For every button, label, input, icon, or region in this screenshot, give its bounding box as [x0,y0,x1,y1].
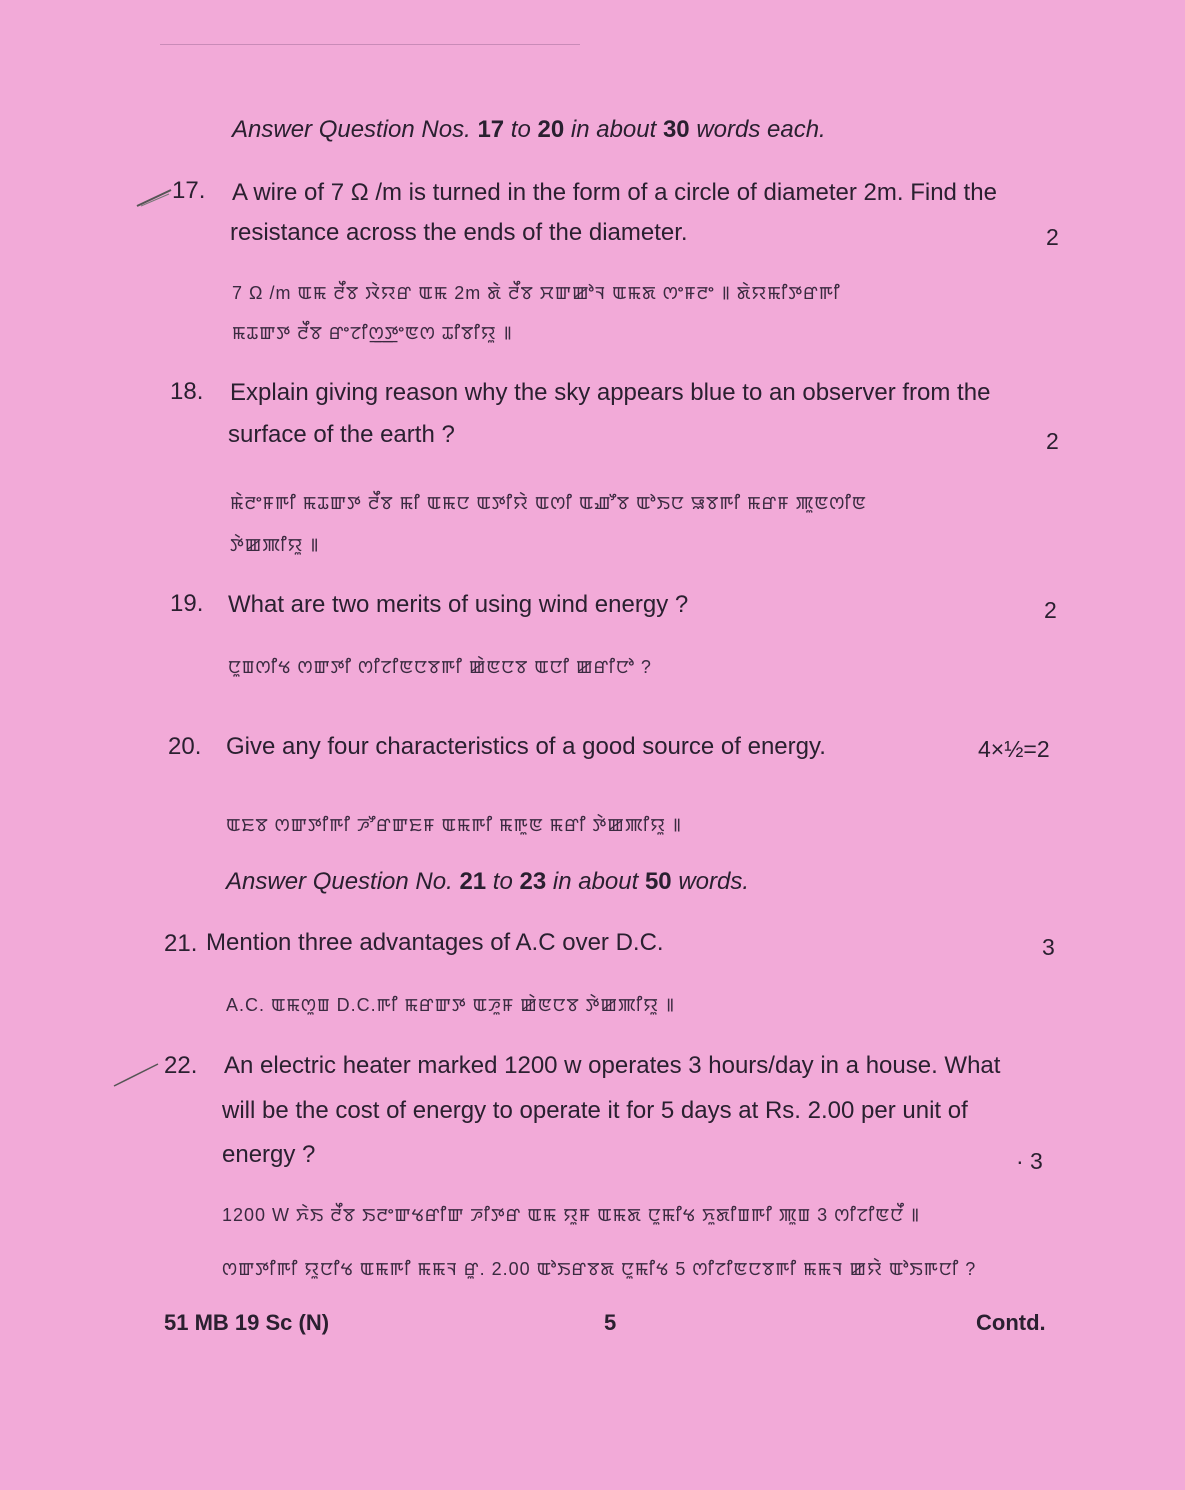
manipuri-translation: ꯃꯥꯂꯦꯝꯒꯤ ꯃꯊꯛꯇ ꯂꯩꯕ ꯃꯤ ꯑꯃꯅ ꯑꯇꯤꯌꯥ ꯑꯁꯤ ꯑꯉꯧꯕ ꯑꯣꯏꯅ ꯎꯕꯒꯤ ꯃꯔꯝ ꯄꯨꯟꯁꯤꯟ [230,493,867,513]
marks-label: 2 [1044,597,1057,623]
section-instruction-17-20: Answer Question Nos. 17 to 20 in about 30 words each. [232,116,826,143]
question-text: will be the cost of energy to operate it for 5 days at Rs. 2.00 per unit of [222,1097,968,1124]
marks-label: · 3 [1016,1148,1043,1174]
question-number: 21. [164,930,198,957]
question-text: surface of the earth ? [228,421,455,448]
manipuri-translation: A.C. ꯑꯃꯁꯨꯡ D.C.ꯒꯤ ꯃꯔꯛꯇ ꯑꯍꯨꯝ ꯀꯥꯟꯅꯕ ꯇꯥꯀꯄꯤꯌꯨ ꯫ [226,995,676,1015]
question-number: 18. [170,378,204,405]
question-text: Mention three advantages of A.C over D.C. [206,929,664,956]
question-number: 20. [168,733,202,760]
question-text: Explain giving reason why the sky appears blue to an observer from the [230,379,991,406]
top-divider [160,44,580,45]
pencil-mark-icon [112,1060,162,1090]
marks-label: 2 [1046,428,1059,454]
page-number: 5 [604,1310,617,1335]
question-text: A wire of 7 Ω /m is turned in the form of a circle of diameter 2m. Find the [232,179,997,206]
marks-label: 3 [1042,934,1055,960]
marks-label: 4×½=2 [978,736,1050,762]
question-text: energy ? [222,1141,316,1168]
manipuri-translation: ꯇꯥꯀꯄꯤꯌꯨ ꯫ [230,535,320,555]
continued-label: Contd. [976,1310,1046,1335]
manipuri-translation: 1200 W ꯈꯥꯏ ꯂꯩꯕ ꯏꯂꯦꯛꯠꯔꯤꯛ ꯍꯤꯇꯔ ꯑꯃ ꯌꯨꯝ ꯑꯃꯗ ꯅꯨꯃꯤꯠ ꯈꯨꯗꯤꯡꯒꯤ ꯄꯨꯡ 3 ꯁꯤꯖꯤꯟꯅꯩ ꯫ [222,1205,921,1225]
question-text: resistance across the ends of the diameter. [230,219,688,246]
question-text: Give any four characteristics of a good source of energy. [226,733,826,760]
manipuri-translation: ꯃꯊꯛꯇ ꯂꯩꯕ ꯔꯦꯖꯤꯁ꯭ꯇꯦꯟꯁ ꯊꯤꯕꯤꯌꯨ ꯫ [232,323,513,343]
paper-code: 51 MB 19 Sc (N) [164,1310,330,1335]
pencil-mark-icon [135,186,175,210]
marks-label: 2 [1046,224,1059,250]
section-instruction-21-23: Answer Question No. 21 to 23 in about 50 words. [226,868,750,895]
question-number: 22. [164,1052,198,1079]
manipuri-translation: ꯁꯛꯇꯤꯒꯤ ꯌꯨꯅꯤꯠ ꯑꯃꯒꯤ ꯃꯃꯜ ꯔꯨ. 2.00 ꯑꯣꯏꯔꯕꯗ ꯅꯨꯃꯤꯠ 5 ꯁꯤꯖꯤꯟꯅꯕꯒꯤ ꯃꯃꯜ ꯀꯌꯥ ꯑꯣꯏꯒꯅꯤ ? [222,1259,977,1279]
question-number: 19. [170,590,204,617]
question-text: What are two merits of using wind energy ? [228,591,689,618]
manipuri-translation: 7 Ω /m ꯑꯃ ꯂꯩꯕ ꯋꯥꯌꯔ ꯑꯃ 2m ꯗꯥ ꯂꯩꯕ ꯆꯛꯀꯣꯜ ꯑꯃꯗ ꯁꯦꯝꯂꯦ ꯫ ꯗꯥꯌꯃꯤꯇꯔꯒꯤ [232,283,841,303]
question-number: 17. [172,177,206,204]
question-text: An electric heater marked 1200 w operates 3 hours/day in a house. What [224,1052,1001,1079]
manipuri-translation: ꯑꯐꯕ ꯁꯛꯇꯤꯒꯤ ꯍꯧꯔꯛꯐꯝ ꯑꯃꯒꯤ ꯃꯒꯨꯟ ꯃꯔꯤ ꯇꯥꯀꯄꯤꯌꯨ ꯫ [226,815,683,835]
manipuri-translation: ꯅꯨꯡꯁꯤꯠ ꯁꯛꯇꯤ ꯁꯤꯖꯤꯟꯅꯕꯒꯤ ꯀꯥꯟꯅꯕ ꯑꯅꯤ ꯀꯔꯤꯅꯣ ? [228,657,652,677]
